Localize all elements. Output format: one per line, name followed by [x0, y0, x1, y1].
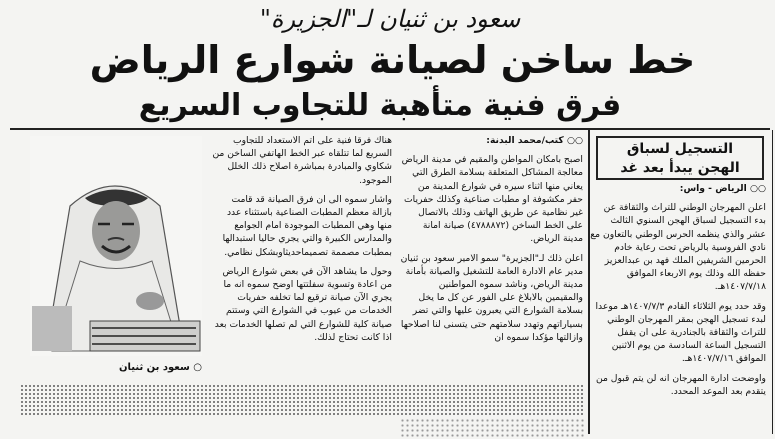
- sidebar-headline-line2: الهجن يبدأ بعد غد: [620, 160, 740, 176]
- article-column-2: [212, 134, 392, 384]
- kicker-line: سعود بن ثنيان لـ"الجزيرة": [259, 5, 521, 33]
- paragraph: واشار سموه الى ان فرق الصيانة قد قامت بازالة معظم المطبات الصناعية باستثناء عدد منها وهي المطبات الموجودة امام الجوامع والمدارس الكبيرة والتي يجري حاليا استبدالها بمطبات مصممة تصميماحديثاوبشكل نظامي.: [222, 193, 392, 258]
- article-column-1: [400, 134, 583, 384]
- headline: خط ساخن لصيانة شوارع الرياض: [89, 38, 696, 82]
- dateline: ○○ الرياض - واس:: [679, 183, 766, 194]
- paragraph: واوضحت ادارة المهرجان انه لن يتم قبول من يتقدم بعد الموعد المحدد.: [595, 372, 766, 397]
- byline: ○○ كتب/محمد البدنة:: [486, 135, 583, 146]
- photo-caption: ○ سعود بن ثنيان: [118, 362, 202, 373]
- portrait-photo: [30, 136, 202, 356]
- paragraph: اصبح بامكان المواطن والمقيم في مدينة الرياض معالجة المشاكل المتعلقة بسلامة الطرق التي يعاني منها اثناء سيره في شوارع المدينة من حفر مكشوفة او مطبات صناعية وكذلك حفريات غير نظامية عن طريق الهاتف وذلك بالاتصال على الخط الساخن (٤٧٨٨٨٧٢) صيانة امانة مدينة الرياض.: [401, 154, 583, 245]
- paragraph: اعلن ذلك لـ"الجزيرة" سمو الامير سعود بن ثنيان مدير عام الادارة العامة للتشغيل والصيانة بأمانة مدينة الرياض، وناشد سموه المواطنين والمقيمين بالابلاغ على الفور عن كل ما يخل بسلامة الشوارع التي يعبرون عليها والتي تضر بسياراتهم وتهدد سلامتهم حتى يتسنى لنا اصلاحها وازالتها مؤكدا سموه ان: [400, 252, 583, 343]
- sidebar-headline-line1: التسجيل لسباق: [626, 141, 734, 157]
- halftone-strip: [20, 384, 585, 416]
- halftone-strip-bottom: [400, 418, 585, 438]
- paragraph: وقد حدد يوم الثلاثاء القادم ١٤٠٧/٧/٣هـ موعدا لبدء تسجيل الهجن بمقر المهرجان الوطني للتراث والثقافة بالجنادرية على ان يقفل التسجيل الساعة السادسة من يوم الاثنين الموافق ١٤٠٧/٧/١٦هـ.: [595, 300, 766, 365]
- sidebar-column: [590, 182, 766, 432]
- sidebar-headline: [596, 136, 764, 180]
- paragraph: اعلن المهرجان الوطني للتراث والثقافة عن بدء التسجيل لسباق الهجن السنوي الثالث عشر والذي ينظمه الحرس الوطني بالتعاون مع نادي الفروسية بالرياض تحت رعاية خادم الحرمين الشريفين الملك فهد بن عبدالعزيز حفظه الله وذلك يوم الاربعاء الموافق ١٤٠٧/٧/١٨هـ.: [590, 202, 766, 293]
- subheadline: فرق فنية متأهبة للتجاوب السريع: [138, 88, 622, 123]
- paragraph: هناك فرقا فنية على اتم الاستعداد للتجاوب السريع لما تتلقاه عبر الخط الهاتفي الساخن من شكاوي والمبادرة بمباشرة اصلاح ذلك الخلل الموجود.: [212, 135, 392, 186]
- paragraph: وحول ما يشاهد الآن في بعض شوارع الرياض من اعادة وتسوية سفلتتها اوضح سموه انه ما يجري الآن صيانة ترقيع لما تخلفه حفريات الخدمات من عيوب في الشوارع التي وستتم صيانة كلية للشوارع التي لم تصلها الخدمات بعد اذا كانت تحتاج لذلك.: [214, 265, 392, 343]
